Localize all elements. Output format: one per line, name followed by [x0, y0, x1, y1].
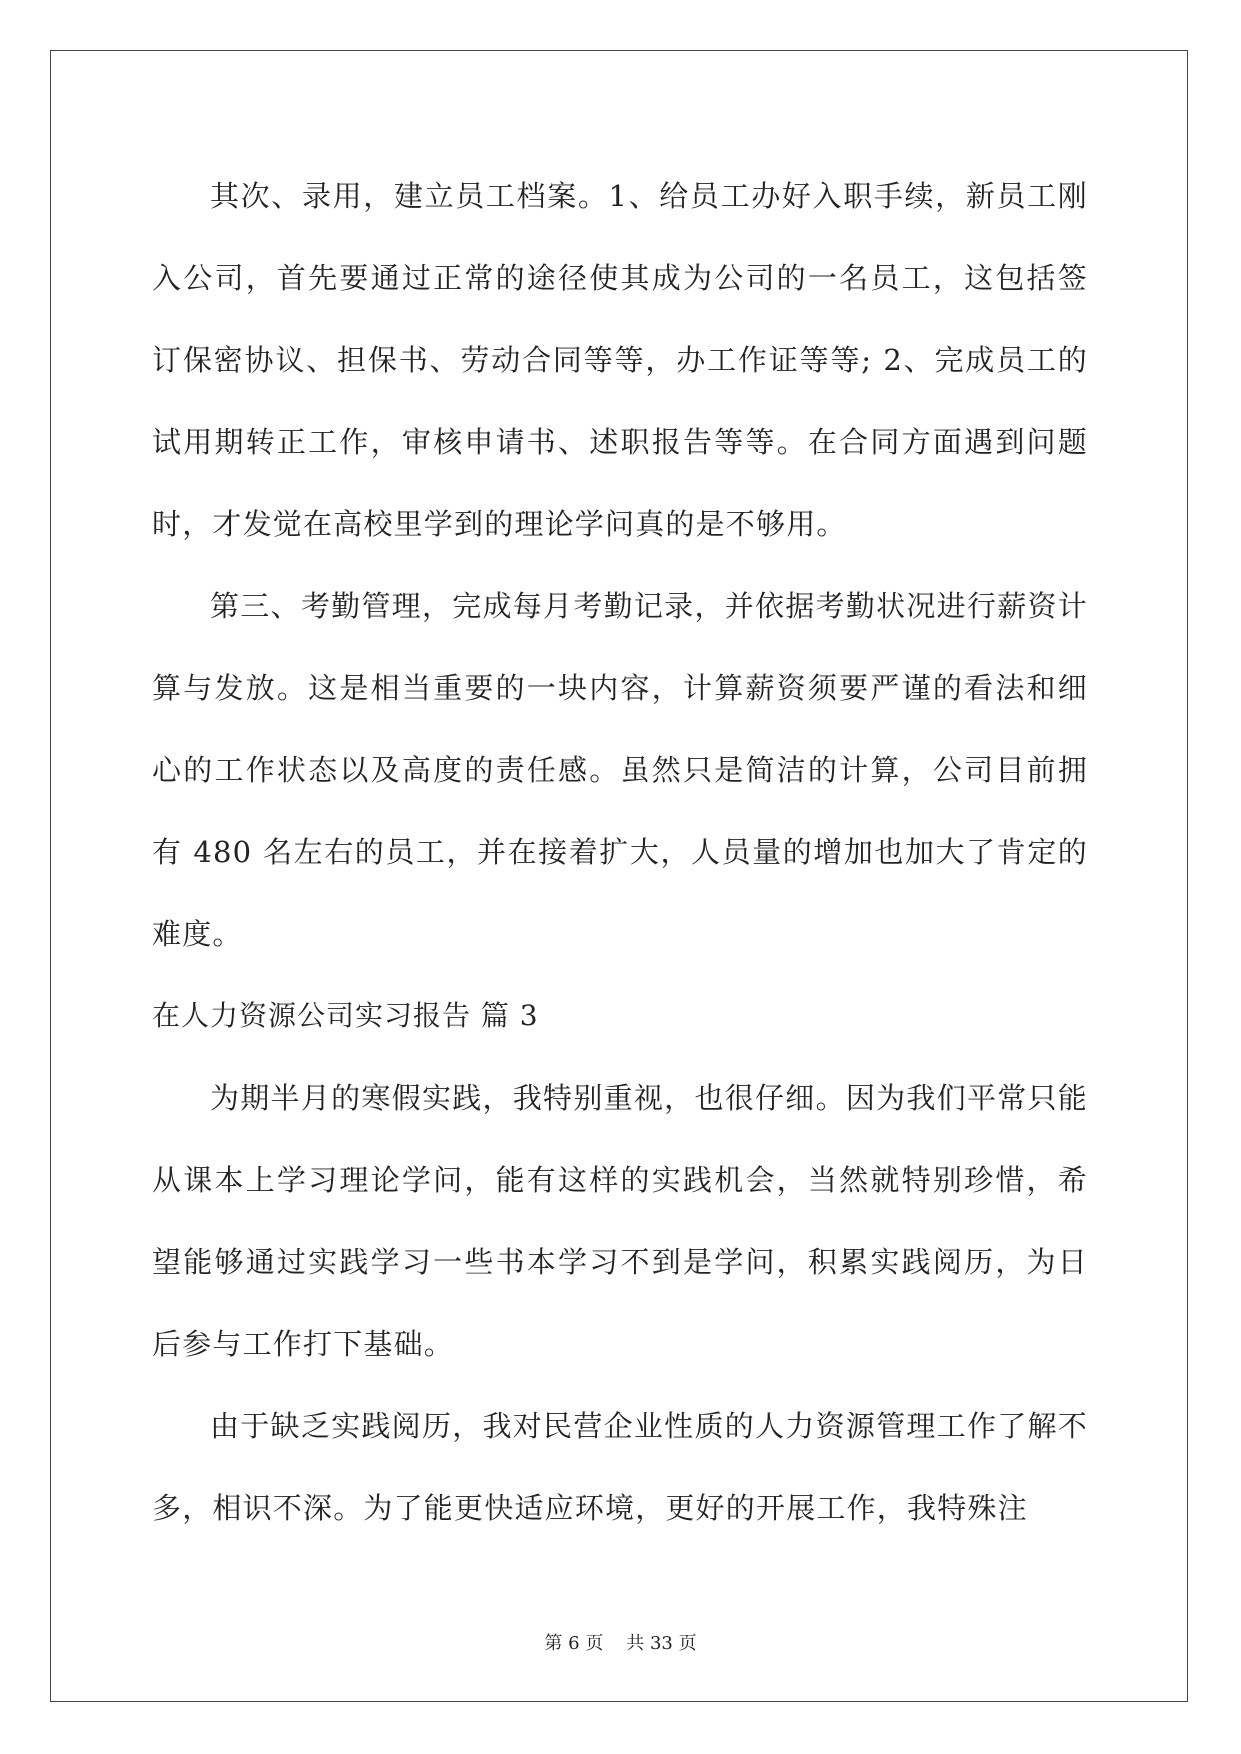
- document-body: [152, 155, 1088, 1549]
- page-number: 第 6 页: [544, 1633, 604, 1654]
- paragraph-lack-experience: 由于缺乏实践阅历，我对民营企业性质的人力资源管理工作了解不多，相识不深。为了能更快适应环境，更好的开展工作，我特殊注: [152, 1409, 1088, 1525]
- section-heading: 在人力资源公司实习报告 篇 3: [152, 999, 539, 1032]
- paragraph-recruitment: 其次、录用，建立员工档案。1、给员工办好入职手续，新员工刚入公司，首先要通过正常的途径使其成为公司的一名员工，这包括签订保密协议、担保书、劳动合同等等，办工作证等等; 2、完成员工的试用期转正工作，审核申请书、述职报告等等。在合同方面遇到问题时，才发觉在高校里学到的理论学问真的是不够用。: [152, 179, 1088, 541]
- paragraph-attendance: 第三、考勤管理，完成每月考勤记录，并依据考勤状况进行薪资计算与发放。这是相当重要的一块内容，计算薪资须要严谨的看法和细心的工作状态以及高度的责任感。虽然只是简洁的计算，公司目前拥有 480 名左右的员工，并在接着扩大，人员量的增加也加大了肯定的难度。: [152, 589, 1088, 951]
- page-total: 共 33 页: [626, 1633, 697, 1654]
- page-footer: [0, 1632, 1241, 1656]
- paragraph-winter-practice: 为期半月的寒假实践，我特别重视，也很仔细。因为我们平常只能从课本上学习理论学问，能有这样的实践机会，当然就特别珍惜，希望能够通过实践学习一些书本学习不到是学问，积累实践阅历，为日后参与工作打下基础。: [152, 1081, 1088, 1361]
